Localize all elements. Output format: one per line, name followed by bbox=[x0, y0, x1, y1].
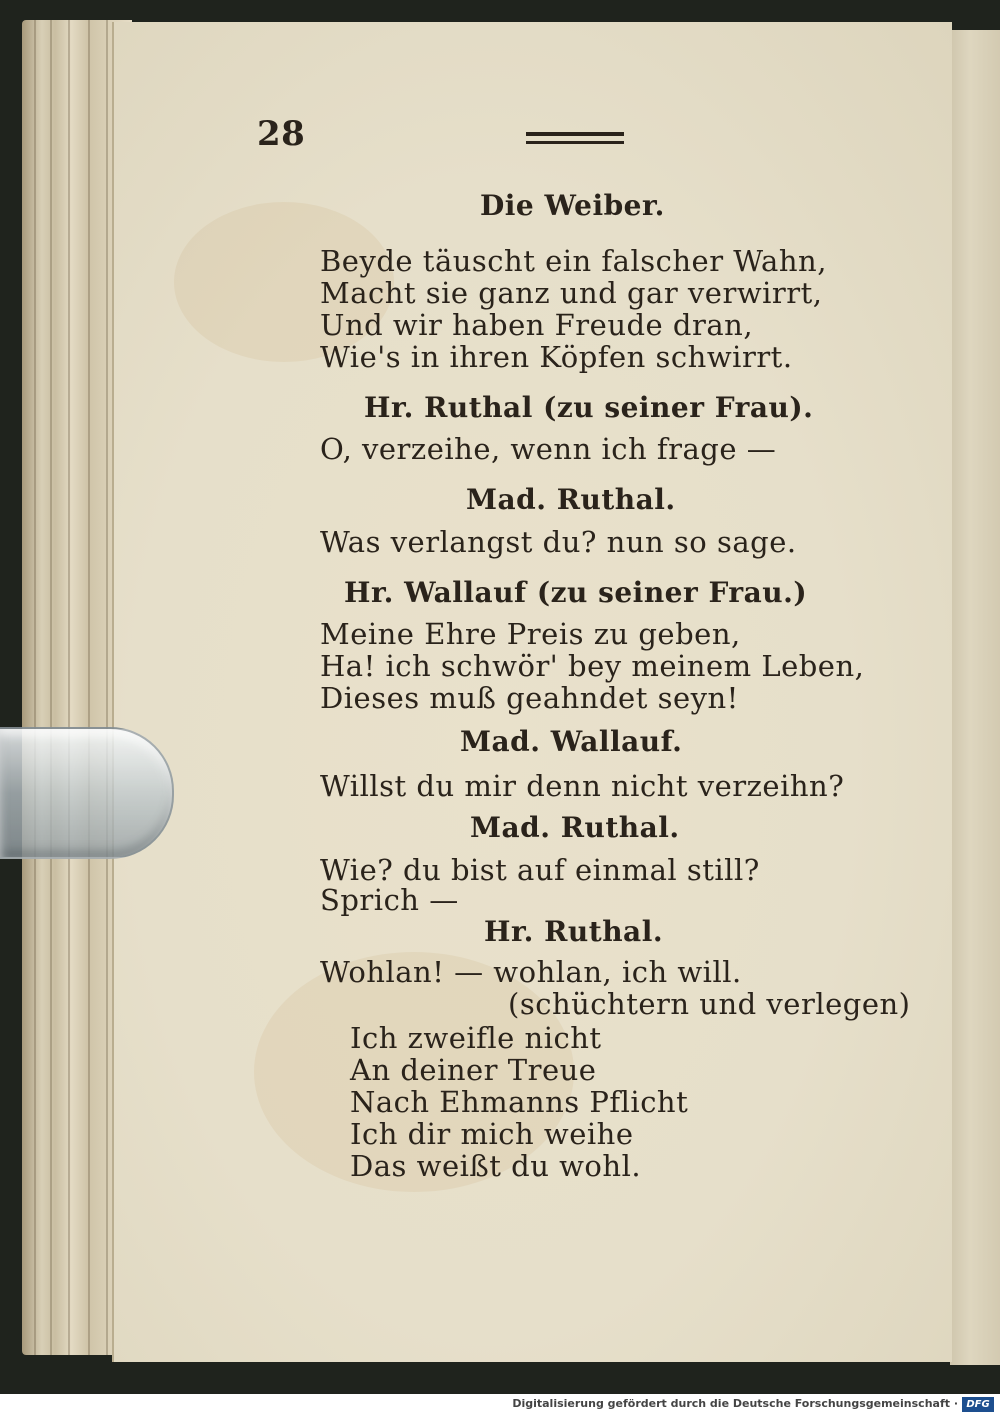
dfg-logo: DFG bbox=[962, 1397, 994, 1412]
verse-line: Was verlangst du? nun so sage. bbox=[320, 525, 797, 559]
page-edge-line bbox=[34, 20, 36, 1355]
verse-line: Wie? du bist auf einmal still? bbox=[320, 853, 760, 887]
stage-direction: (schüchtern und verlegen) bbox=[508, 987, 911, 1021]
verse-line: Und wir haben Freude dran, bbox=[320, 308, 754, 342]
verse-line: Willst du mir denn nicht verzeihn? bbox=[320, 769, 845, 803]
speaker-heading: Hr. Ruthal (zu seiner Frau). bbox=[364, 391, 814, 424]
verse-line: Das weißt du wohl. bbox=[350, 1149, 642, 1183]
book-page bbox=[112, 22, 952, 1362]
footer-credit: Digitalisierung gefördert durch die Deutsche Forschungsgemeinschaft · bbox=[512, 1397, 958, 1410]
verse-line: Beyde täuscht ein falscher Wahn, bbox=[320, 244, 827, 278]
speaker-heading: Die Weiber. bbox=[480, 189, 665, 222]
page-edge-line bbox=[68, 20, 70, 1355]
speaker-heading: Hr. Wallauf (zu seiner Frau.) bbox=[344, 576, 808, 609]
verse-line: Macht sie ganz und gar verwirrt, bbox=[320, 276, 823, 310]
page-text bbox=[114, 22, 952, 1362]
verse-line: Dieses muß geahndet seyn! bbox=[320, 681, 739, 715]
verse-line: Wie's in ihren Köpfen schwirrt. bbox=[320, 340, 793, 374]
speaker-heading: Hr. Ruthal. bbox=[484, 915, 664, 948]
glass-page-holder bbox=[0, 727, 174, 859]
verse-line: Nach Ehmanns Pflicht bbox=[350, 1085, 689, 1119]
verse-line: Ich zweifle nicht bbox=[350, 1021, 602, 1055]
page-edge-line bbox=[106, 20, 108, 1355]
verse-line: Sprich — bbox=[320, 883, 459, 917]
page-edge-line bbox=[50, 20, 52, 1355]
header-rule bbox=[526, 132, 624, 144]
verse-line: O, verzeihe, wenn ich frage — bbox=[320, 432, 777, 466]
page-edge-line bbox=[88, 20, 90, 1355]
footer-bar bbox=[0, 1394, 1000, 1415]
facing-page-edge bbox=[950, 30, 1000, 1365]
verse-line: An deiner Treue bbox=[350, 1053, 597, 1087]
verse-line: Meine Ehre Preis zu geben, bbox=[320, 617, 741, 651]
verse-line: Ich dir mich weihe bbox=[350, 1117, 634, 1151]
speaker-heading: Mad. Ruthal. bbox=[466, 483, 676, 516]
speaker-heading: Mad. Ruthal. bbox=[470, 811, 680, 844]
page-number: 28 bbox=[257, 114, 306, 154]
speaker-heading: Mad. Wallauf. bbox=[460, 725, 683, 758]
verse-line: Ha! ich schwör' bey meinem Leben, bbox=[320, 649, 865, 683]
verse-line: Wohlan! — wohlan, ich will. bbox=[320, 955, 742, 989]
